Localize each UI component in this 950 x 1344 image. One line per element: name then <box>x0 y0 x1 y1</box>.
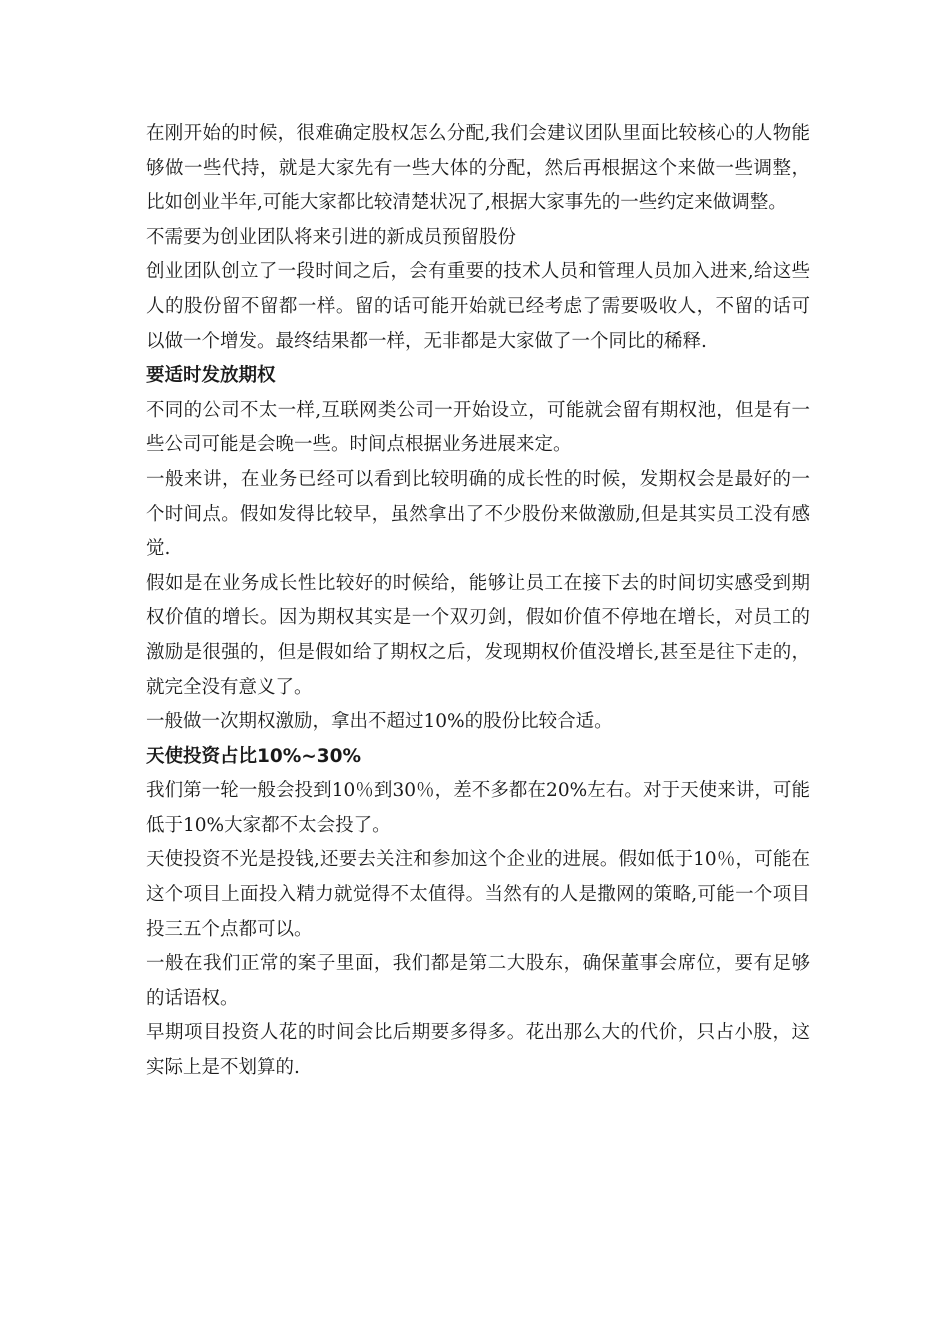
document-body <box>146 117 810 1086</box>
paragraph-equity-allocation: 在刚开始的时候，很难确定股权怎么分配,我们会建议团队里面比较核心的人物能够做一些代持，就是大家先有一些大体的分配，然后再根据这个来做一些调整，比如创业半年,可能大家都比较清楚状况了,根据大家事先的一些约定来做调整。 <box>146 123 810 214</box>
paragraph-first-round: 我们第一轮一般会投到10％到30％，差不多都在20%左右。对于天使来讲，可能低于10%大家都不太会投了。 <box>146 780 810 836</box>
paragraph-early-stage-cost: 早期项目投资人花的时间会比后期要多得多。花出那么大的代价，只占小股，这实际上是不划算的. <box>146 1022 810 1079</box>
heading-option-timing: 要适时发放期权 <box>146 365 276 387</box>
paragraph-new-members: 创业团队创立了一段时间之后，会有重要的技术人员和管理人员加入进来,给这些人的股份留不留都一样。留的话可能开始就已经考虑了需要吸收人，不留的话可以做一个增发。最终结果都一样，无非都是大家做了一个同比的稀释. <box>146 261 810 352</box>
heading-angel-investment: 天使投资占比10%~30% <box>146 745 362 767</box>
paragraph-angel-involvement: 天使投资不光是投钱,还要去关注和参加这个企业的进展。假如低于10％，可能在这个项目上面投入精力就觉得不太值得。当然有的人是撒网的策略,可能一个项目投三五个点都可以。 <box>146 849 810 940</box>
paragraph-board-seat: 一般在我们正常的案子里面，我们都是第二大股东，确保董事会席位，要有足够的话语权。 <box>146 953 810 1009</box>
paragraph-best-time: 一般来讲，在业务已经可以看到比较明确的成长性的时候，发期权会是最好的一个时间点。假如发得比较早，虽然拿出了不少股份来做激励,但是其实员工没有感觉. <box>146 468 810 560</box>
paragraph-no-reserve-shares: 不需要为创业团队将来引进的新成员预留股份 <box>146 226 517 248</box>
paragraph-option-percentage: 一般做一次期权激励，拿出不超过10%的股份比较合适。 <box>146 711 613 733</box>
paragraph-option-value: 假如是在业务成长性比较好的时候给，能够让员工在接下去的时间切实感受到期权价值的增长。因为期权其实是一个双刃剑，假如价值不停地在增长，对员工的激励是很强的，但是假如给了期权之后，发现期权价值没增长,甚至是往下走的，就完全没有意义了。 <box>146 572 810 698</box>
paragraph-option-pool: 不同的公司不太一样,互联网类公司一开始设立，可能就会留有期权池，但是有一些公司可能是会晚一些。时间点根据业务进展来定。 <box>146 399 810 456</box>
